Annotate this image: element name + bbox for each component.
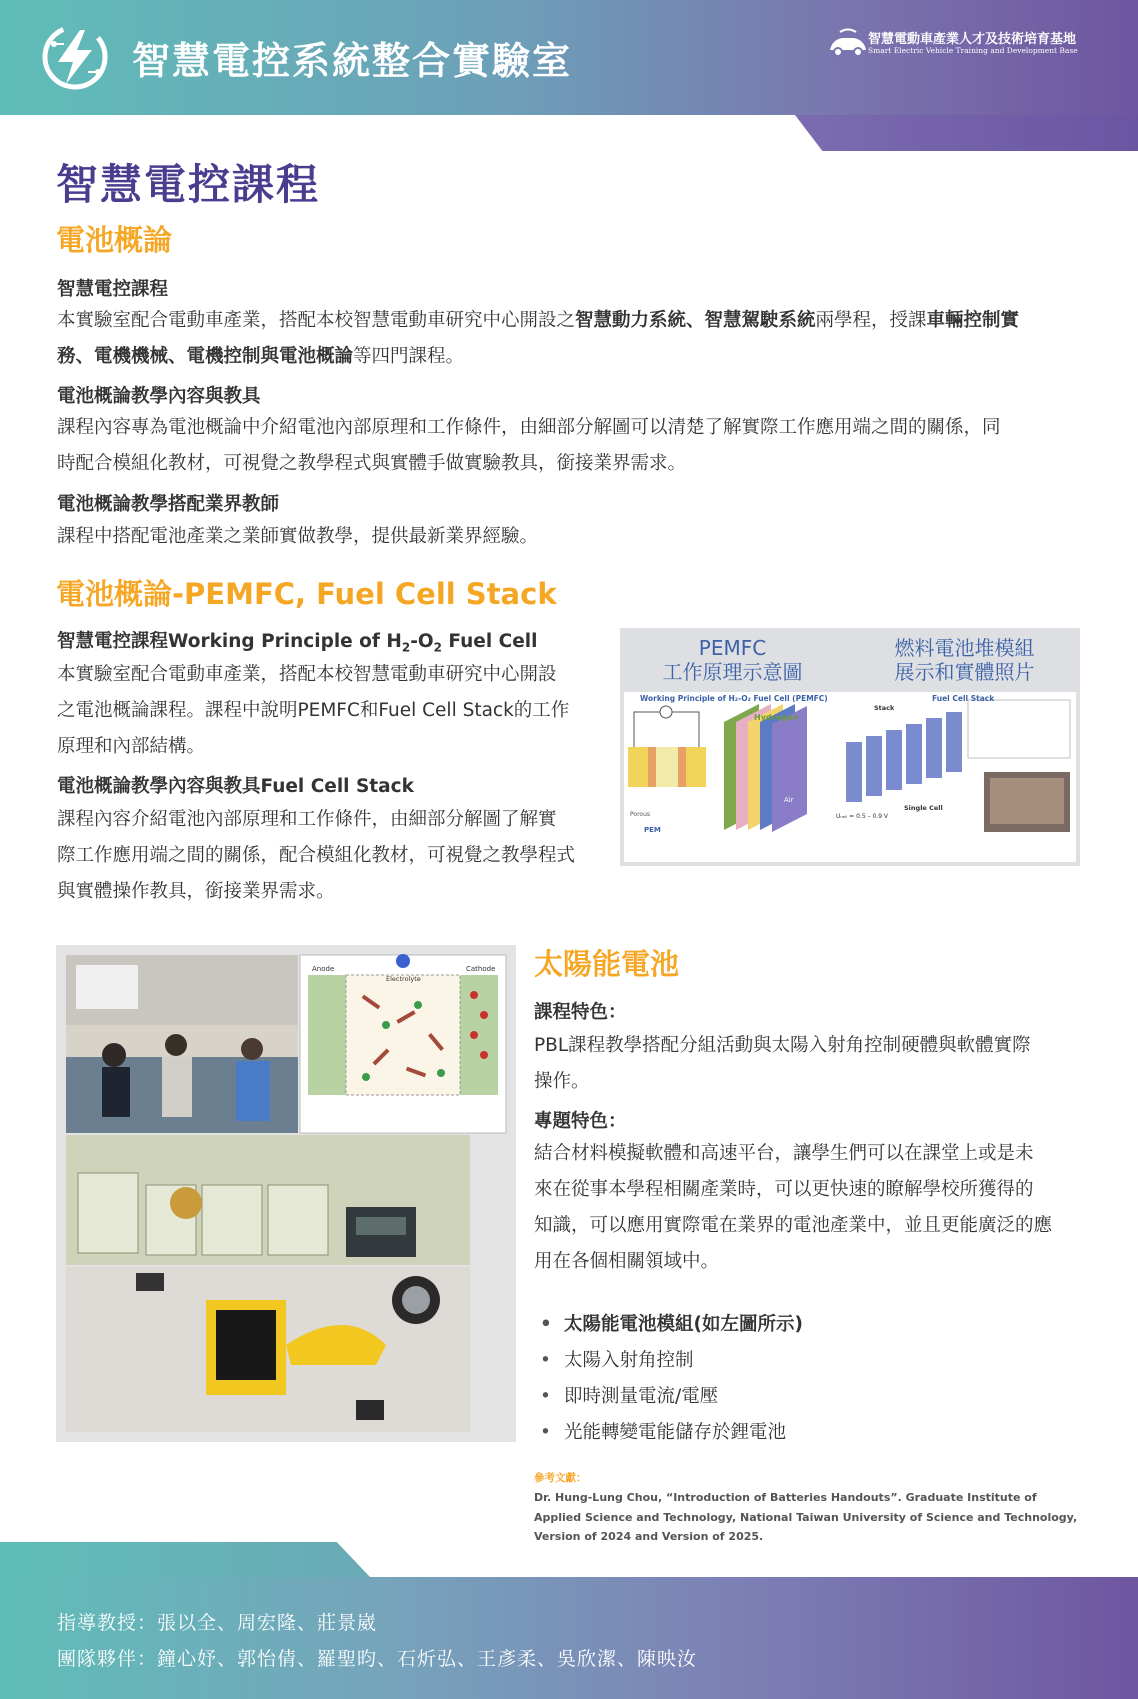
s1-p1-text2: 兩學程，授課 bbox=[815, 310, 927, 331]
solar-p1-line2: 操作。 bbox=[534, 1071, 590, 1092]
pemfc-diagram-panel bbox=[624, 692, 1076, 862]
collage-anode-label: Anode bbox=[312, 965, 335, 973]
collage-cathode-label: Cathode bbox=[466, 965, 496, 973]
pemfc-head-right-1: 燃料電池堆模組 bbox=[894, 636, 1035, 660]
s1-p1-text: 本實驗室配合電動車產業，搭配本校智慧電動車研究中心開設之 bbox=[57, 310, 576, 331]
solar-paragraph-project bbox=[534, 1136, 1084, 1280]
pemfc-figure-head-right bbox=[852, 636, 1077, 684]
footer-band bbox=[0, 1577, 1138, 1699]
pemfc-voltage-label: Uₙₑₗₗ = 0.5 – 0.9 V bbox=[836, 813, 889, 820]
pemfc-figure bbox=[620, 628, 1080, 866]
solar-p2-line1: 結合材料模擬軟體和高速平台，讓學生們可以在課堂上或是未 bbox=[534, 1143, 1034, 1164]
s2-p1-line1: 本實驗室配合電動車產業，搭配本校智慧電動車研究中心開設 bbox=[57, 664, 557, 685]
list-item: • 即時測量電流/電壓 bbox=[540, 1379, 803, 1415]
s1-paragraph-course bbox=[57, 303, 1087, 375]
s1-p2-line2: 時配合模組化教材，可視覺之教學程式與實體手做實驗教具，銜接業界需求。 bbox=[57, 453, 687, 474]
solar-paragraph-course bbox=[534, 1028, 1084, 1100]
pemfc-single-cell-label: Single Cell bbox=[904, 804, 943, 812]
pemfc-inner-right-title: Fuel Cell Stack bbox=[932, 694, 995, 703]
s2-p2-line3: 與實體操作教具，銜接業界需求。 bbox=[57, 881, 335, 902]
solar-p1-line1: PBL課程教學搭配分組活動與太陽入射角控制硬體與軟體實際 bbox=[534, 1035, 1031, 1056]
s2-p1-line2: 之電池概論課程。課程中說明PEMFC和Fuel Cell Stack的工作 bbox=[57, 700, 570, 721]
pemfc-head-left-2: 工作原理示意圖 bbox=[662, 660, 803, 684]
s1-subhead-content: 電池概論教學內容與教具 bbox=[57, 386, 261, 407]
s1-p1-bold-course1: 車輛控制實 bbox=[926, 310, 1020, 331]
solar-subhead-course: 課程特色： bbox=[534, 1002, 627, 1023]
pemfc-air-label: Air bbox=[784, 796, 794, 804]
pemfc-figure-head-left bbox=[620, 636, 845, 684]
solar-photo-collage bbox=[56, 945, 516, 1442]
base-name-zh: 智慧電動車產業人才及技術培育基地 bbox=[868, 32, 1077, 47]
list-item: • 太陽能電池模組(如左圖所示) bbox=[540, 1307, 803, 1343]
solar-subhead-project: 專題特色： bbox=[534, 1111, 627, 1132]
s2-p1-line3: 原理和內部結構。 bbox=[57, 736, 206, 757]
s1-p1-bold-programs: 智慧動力系統、智慧駕駛系統 bbox=[575, 310, 816, 331]
s2-h1-part-b: -O bbox=[410, 631, 434, 652]
solar-p2-line3: 知識，可以應用實際電在業界的電池產業中，並且更能廣泛的應 bbox=[534, 1215, 1053, 1236]
s1-subhead-course: 智慧電控課程 bbox=[57, 279, 169, 300]
s2-h1-part-c: Fuel Cell bbox=[441, 631, 538, 652]
section-solar-title: 太陽能電池 bbox=[534, 947, 680, 981]
section-battery-title: 電池概論 bbox=[56, 223, 173, 257]
page-footer bbox=[0, 1542, 1138, 1699]
s2-subhead-stack: 電池概論教學內容與教具Fuel Cell Stack bbox=[57, 776, 414, 797]
svg-text:Porous: Porous bbox=[630, 811, 651, 818]
s1-p1-bold-courses: 務、電機機械、電機控制與電池概論 bbox=[57, 346, 354, 367]
collage-electrolyte-label: Electrolyte bbox=[386, 975, 421, 983]
pemfc-inner-left-title: Working Principle of H₂-O₂ Fuel Cell (PEMFC) bbox=[640, 694, 828, 703]
pemfc-head-left-1: PEMFC bbox=[698, 636, 767, 660]
s2-paragraph-principle bbox=[57, 657, 617, 765]
s1-p1-text3: 等四門課程。 bbox=[353, 346, 465, 367]
pemfc-hydrogen-label: Hydrogen bbox=[754, 713, 798, 722]
base-name-en: Smart Electric Vehicle Training and Development Base bbox=[868, 46, 1078, 55]
solar-p2-line4: 用在各個相關領域中。 bbox=[534, 1251, 720, 1272]
s2-h1-sub1: 2 bbox=[401, 640, 411, 655]
s2-h1-sub2: 2 bbox=[433, 640, 442, 655]
footer-advisors: 指導教授：張以全、周宏隆、莊景崴 bbox=[57, 1612, 378, 1634]
footer-team: 團隊夥伴：鐘心妤、郭怡倩、羅聖昀、石炘弘、王彥柔、吳欣潔、陳映汝 bbox=[57, 1648, 698, 1670]
page-title: 智慧電控課程 bbox=[56, 160, 321, 209]
s2-h1-part-a: 智慧電控課程Working Principle of H bbox=[57, 631, 402, 652]
lab-title: 智慧電控系統整合實驗室 bbox=[132, 38, 573, 83]
s2-p2-line1: 課程內容介紹電池內部原理和工作條件，由細部分解圖了解實 bbox=[57, 809, 557, 830]
pemfc-pem-label: PEM bbox=[644, 826, 661, 834]
s2-p2-line2: 際工作應用端之間的關係，配合模組化教材，可視覺之教學程式 bbox=[57, 845, 576, 866]
reference-text: Dr. Hung-Lung Chou, “Introduction of Batteries Handouts”. Graduate Institute of Applied Science and Technology, National Taiwan University of Science and Technology, Version of 2024 and Version of 2025. bbox=[534, 1491, 1078, 1543]
list-item: • 光能轉變電能儲存於鋰電池 bbox=[540, 1415, 803, 1451]
electric-car-icon bbox=[826, 28, 870, 60]
solar-p2-line2: 來在從事本學程相關產業時，可以更快速的瞭解學校所獲得的 bbox=[534, 1179, 1034, 1200]
s1-p2-line1: 課程內容專為電池概論中介紹電池內部原理和工作條件，由細部分解圖可以清楚了解實際工作應用端之間的關係，同 bbox=[57, 417, 1001, 438]
pemfc-stack-label: Stack bbox=[874, 704, 895, 712]
list-item: • 太陽入射角控制 bbox=[540, 1343, 803, 1379]
s1-paragraph-content bbox=[57, 410, 1087, 482]
pemfc-diagram bbox=[624, 692, 1076, 862]
reference-label: 參考文獻： bbox=[534, 1472, 587, 1484]
lightning-circuit-icon bbox=[40, 22, 110, 92]
page-header bbox=[0, 0, 1138, 150]
collage-images bbox=[56, 945, 516, 1442]
s1-paragraph-industry: 課程中搭配電池產業之業師實做教學，提供最新業界經驗。 bbox=[57, 526, 539, 547]
s2-subhead-principle bbox=[57, 627, 537, 655]
section-pemfc-title: 電池概論-PEMFC, Fuel Cell Stack bbox=[56, 577, 557, 611]
solar-feature-list bbox=[540, 1307, 803, 1451]
s2-paragraph-stack bbox=[57, 802, 617, 910]
pemfc-head-right-2: 展示和實體照片 bbox=[894, 660, 1035, 684]
footer-tab bbox=[0, 1542, 370, 1577]
s1-subhead-industry: 電池概論教學搭配業界教師 bbox=[57, 494, 280, 515]
header-tab bbox=[795, 115, 1138, 151]
